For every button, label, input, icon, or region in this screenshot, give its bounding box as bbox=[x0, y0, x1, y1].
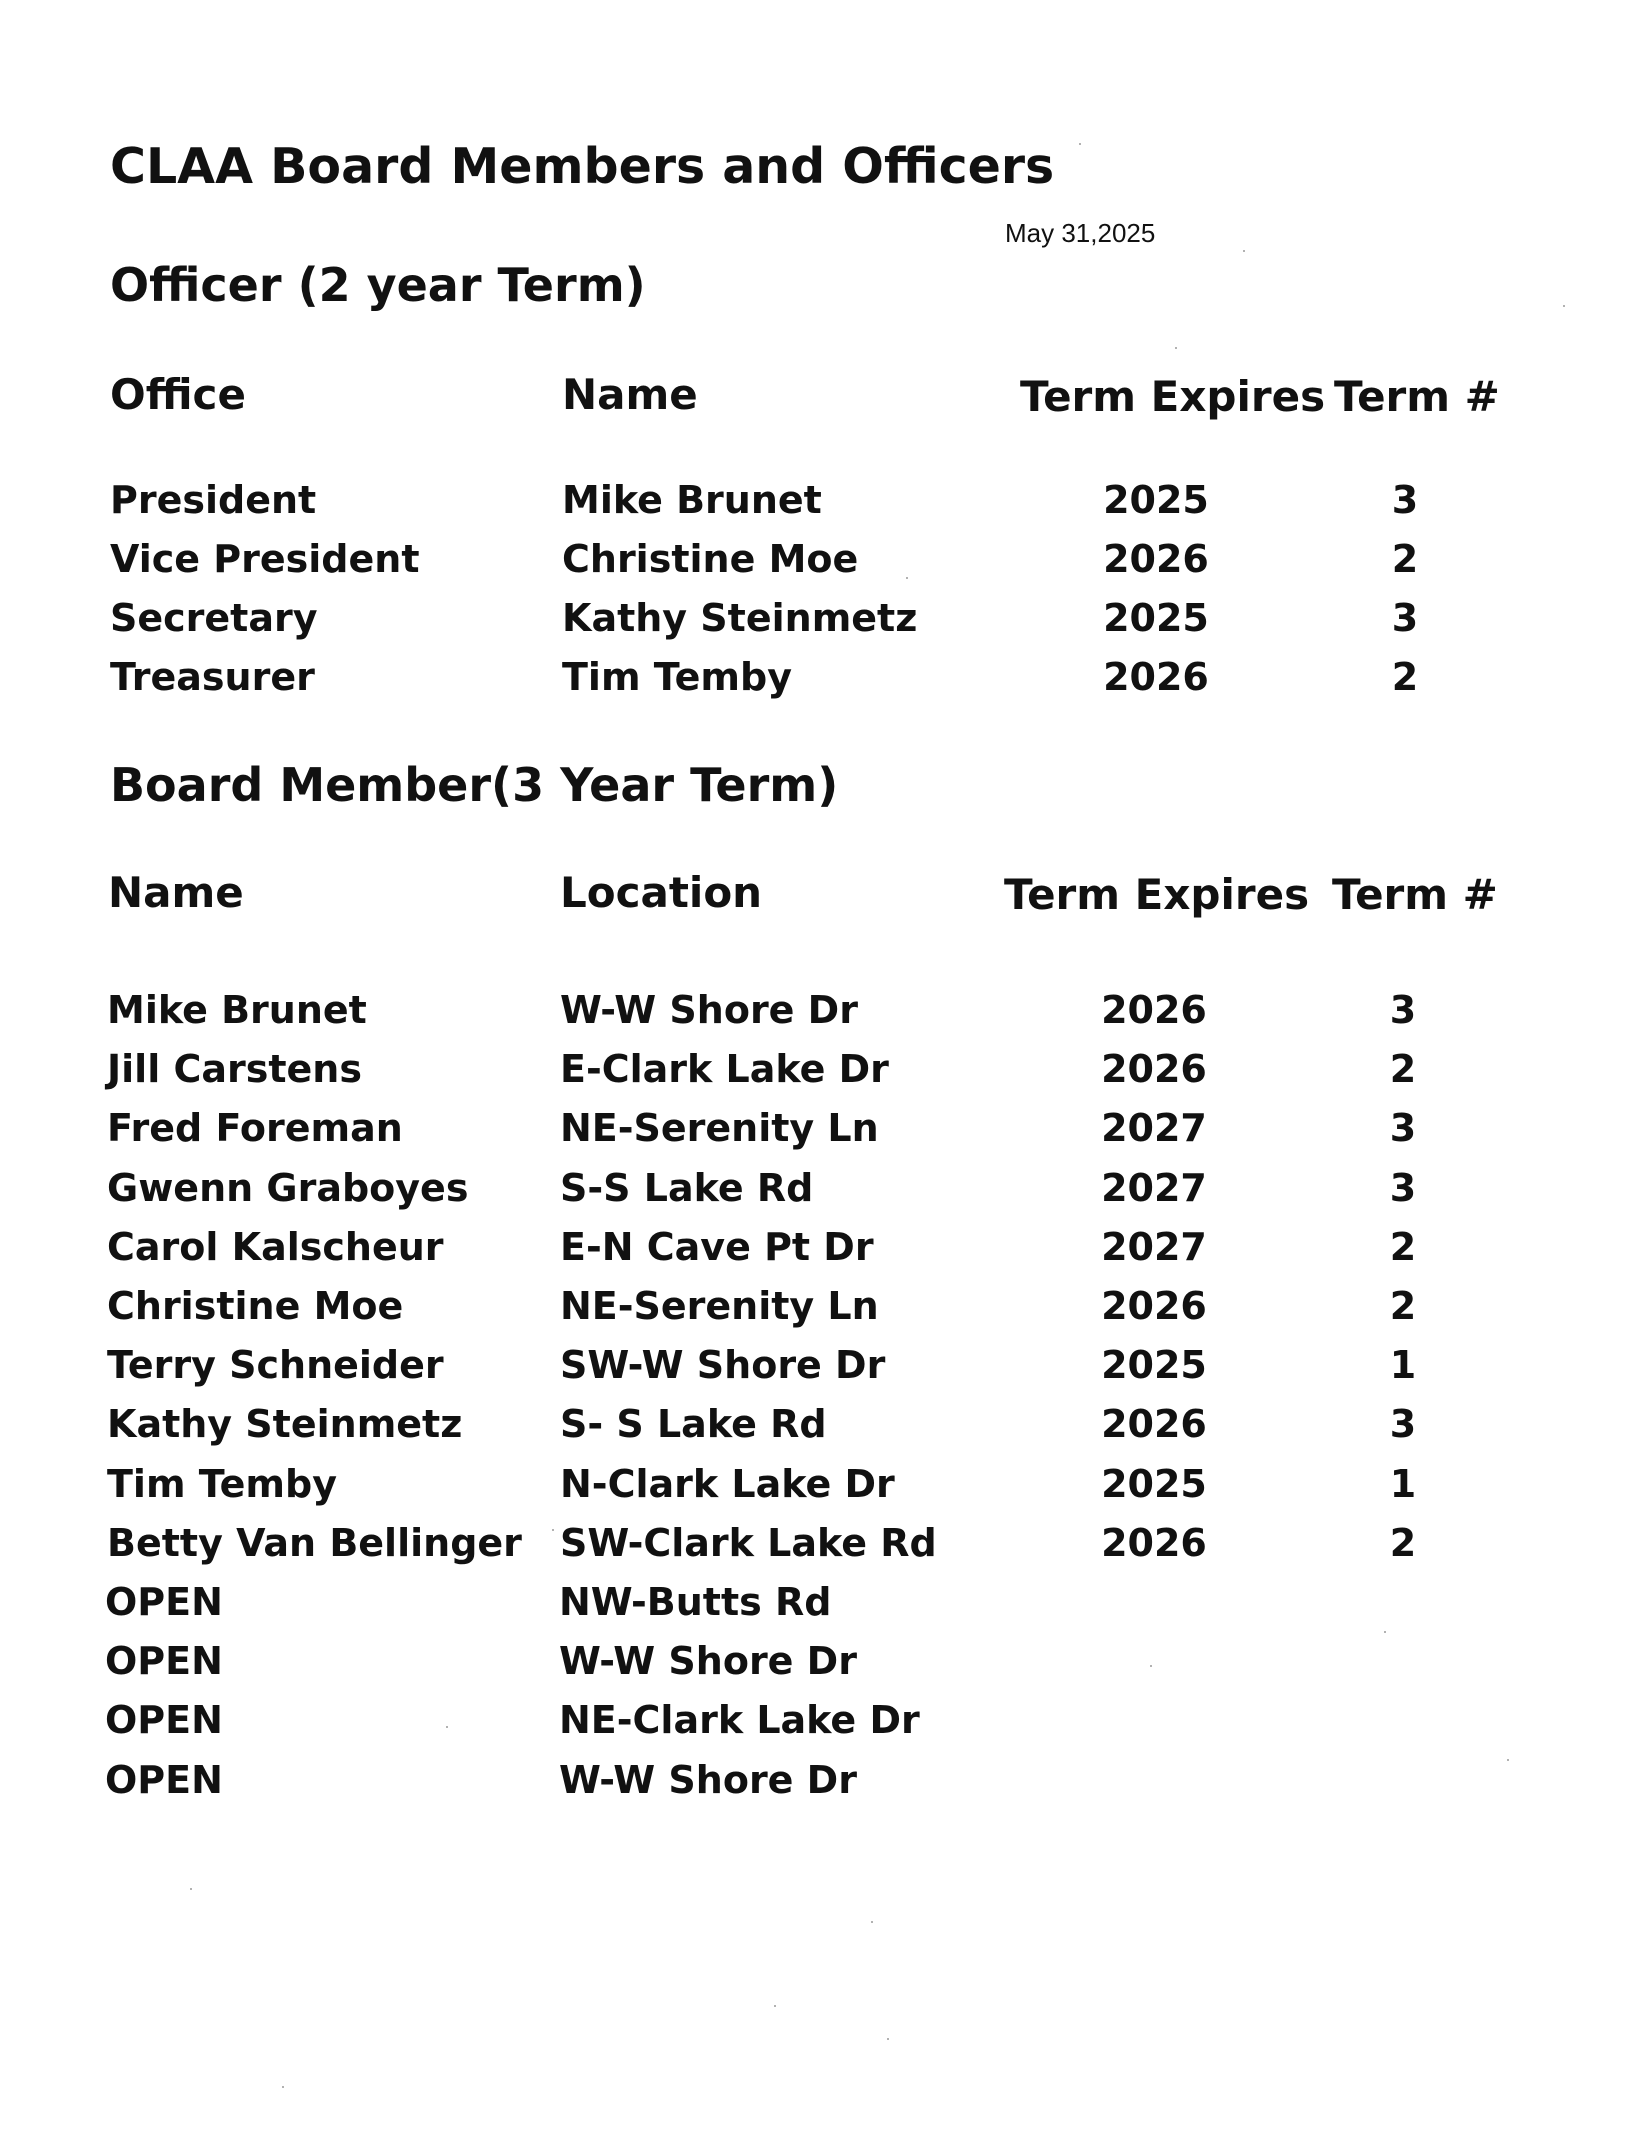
board-member-term-expires: 2026 bbox=[1101, 1047, 1207, 1091]
board-member-name: Gwenn Graboyes bbox=[107, 1166, 469, 1210]
board-member-name: Betty Van Bellinger bbox=[107, 1521, 522, 1565]
board-section-heading: Board Member(3 Year Term) bbox=[110, 758, 839, 812]
board-member-location: NE-Clark Lake Dr bbox=[559, 1698, 920, 1742]
scan-speck bbox=[774, 2005, 776, 2007]
officer-office: Secretary bbox=[110, 596, 318, 640]
board-member-term-number: 2 bbox=[1389, 1225, 1417, 1269]
scan-speck bbox=[552, 1529, 554, 1531]
scan-speck bbox=[1243, 250, 1245, 252]
board-member-location: NW-Butts Rd bbox=[559, 1580, 832, 1624]
scan-speck bbox=[190, 1888, 192, 1890]
board-member-location: NE-Serenity Ln bbox=[560, 1284, 879, 1328]
board-member-term-expires: 2027 bbox=[1101, 1225, 1207, 1269]
scan-speck bbox=[906, 577, 908, 579]
officer-term-expires: 2025 bbox=[1103, 478, 1209, 522]
scan-speck bbox=[282, 2086, 284, 2088]
board-member-location: E-Clark Lake Dr bbox=[560, 1047, 889, 1091]
board-member-name: OPEN bbox=[105, 1580, 223, 1624]
board-member-name: OPEN bbox=[105, 1698, 223, 1742]
officer-office: President bbox=[110, 478, 317, 522]
board-member-location: W-W Shore Dr bbox=[559, 1758, 857, 1802]
board-member-term-expires: 2025 bbox=[1101, 1343, 1207, 1387]
scan-speck bbox=[1175, 347, 1177, 349]
board-header-term-expires: Term Expires bbox=[1004, 870, 1310, 919]
board-member-term-number: 1 bbox=[1389, 1462, 1417, 1506]
board-header-location: Location bbox=[560, 868, 763, 917]
page-title: CLAA Board Members and Officers bbox=[110, 138, 1055, 195]
officer-name: Mike Brunet bbox=[562, 478, 822, 522]
board-member-name: Carol Kalscheur bbox=[107, 1225, 444, 1269]
board-member-term-expires: 2026 bbox=[1101, 1402, 1207, 1446]
board-member-term-number: 3 bbox=[1389, 988, 1417, 1032]
board-member-location: E-N Cave Pt Dr bbox=[560, 1225, 874, 1269]
officers-header-name: Name bbox=[562, 370, 698, 419]
officer-term-expires: 2026 bbox=[1103, 655, 1209, 699]
officer-term-number: 2 bbox=[1391, 537, 1419, 581]
board-member-name: OPEN bbox=[105, 1639, 223, 1683]
board-member-name: Tim Temby bbox=[107, 1462, 337, 1506]
officer-term-expires: 2026 bbox=[1103, 537, 1209, 581]
officer-term-number: 3 bbox=[1391, 596, 1419, 640]
officers-section-heading: Officer (2 year Term) bbox=[110, 258, 646, 312]
board-member-term-expires: 2026 bbox=[1101, 1284, 1207, 1328]
board-member-name: Mike Brunet bbox=[107, 988, 367, 1032]
board-member-location: W-W Shore Dr bbox=[560, 988, 858, 1032]
scan-speck bbox=[871, 1921, 873, 1923]
scan-speck bbox=[1079, 143, 1081, 145]
officer-term-number: 2 bbox=[1391, 655, 1419, 699]
document-date: May 31,2025 bbox=[1005, 218, 1156, 248]
officer-term-number: 3 bbox=[1391, 478, 1419, 522]
board-member-name: Terry Schneider bbox=[107, 1343, 444, 1387]
board-member-name: Kathy Steinmetz bbox=[107, 1402, 463, 1446]
scan-speck bbox=[887, 2038, 889, 2040]
board-header-term-number: Term # bbox=[1332, 870, 1498, 919]
officers-header-term-expires: Term Expires bbox=[1020, 372, 1326, 421]
board-member-location: SW-W Shore Dr bbox=[560, 1343, 886, 1387]
officers-header-term-number: Term # bbox=[1334, 372, 1500, 421]
board-member-term-number: 2 bbox=[1389, 1521, 1417, 1565]
board-member-term-number: 3 bbox=[1389, 1166, 1417, 1210]
board-member-name: Fred Foreman bbox=[107, 1106, 403, 1150]
board-header-name: Name bbox=[108, 868, 244, 917]
scan-speck bbox=[1384, 1631, 1386, 1633]
board-member-name: OPEN bbox=[105, 1758, 223, 1802]
scan-speck bbox=[1563, 305, 1565, 307]
board-member-name: Jill Carstens bbox=[107, 1047, 362, 1091]
board-member-term-expires: 2027 bbox=[1101, 1106, 1207, 1150]
board-member-location: SW-Clark Lake Rd bbox=[560, 1521, 937, 1565]
board-member-term-number: 2 bbox=[1389, 1284, 1417, 1328]
officer-office: Treasurer bbox=[110, 655, 315, 699]
board-member-location: S-S Lake Rd bbox=[560, 1166, 814, 1210]
officer-term-expires: 2025 bbox=[1103, 596, 1209, 640]
officer-office: Vice President bbox=[110, 537, 420, 581]
board-member-term-number: 3 bbox=[1389, 1402, 1417, 1446]
officer-name: Tim Temby bbox=[562, 655, 792, 699]
board-member-location: S- S Lake Rd bbox=[560, 1402, 827, 1446]
board-member-term-number: 3 bbox=[1389, 1106, 1417, 1150]
board-member-term-expires: 2027 bbox=[1101, 1166, 1207, 1210]
board-member-location: N-Clark Lake Dr bbox=[560, 1462, 895, 1506]
scan-speck bbox=[1507, 1759, 1509, 1761]
board-member-term-expires: 2025 bbox=[1101, 1462, 1207, 1506]
officers-header-office: Office bbox=[110, 370, 246, 419]
scan-speck bbox=[1150, 1665, 1152, 1667]
officer-name: Kathy Steinmetz bbox=[562, 596, 918, 640]
board-member-location: NE-Serenity Ln bbox=[560, 1106, 879, 1150]
board-member-term-number: 2 bbox=[1389, 1047, 1417, 1091]
board-member-term-expires: 2026 bbox=[1101, 988, 1207, 1032]
board-member-location: W-W Shore Dr bbox=[559, 1639, 857, 1683]
board-member-name: Christine Moe bbox=[107, 1284, 404, 1328]
board-member-term-number: 1 bbox=[1389, 1343, 1417, 1387]
scan-speck bbox=[446, 1726, 448, 1728]
officer-name: Christine Moe bbox=[562, 537, 859, 581]
board-member-term-expires: 2026 bbox=[1101, 1521, 1207, 1565]
